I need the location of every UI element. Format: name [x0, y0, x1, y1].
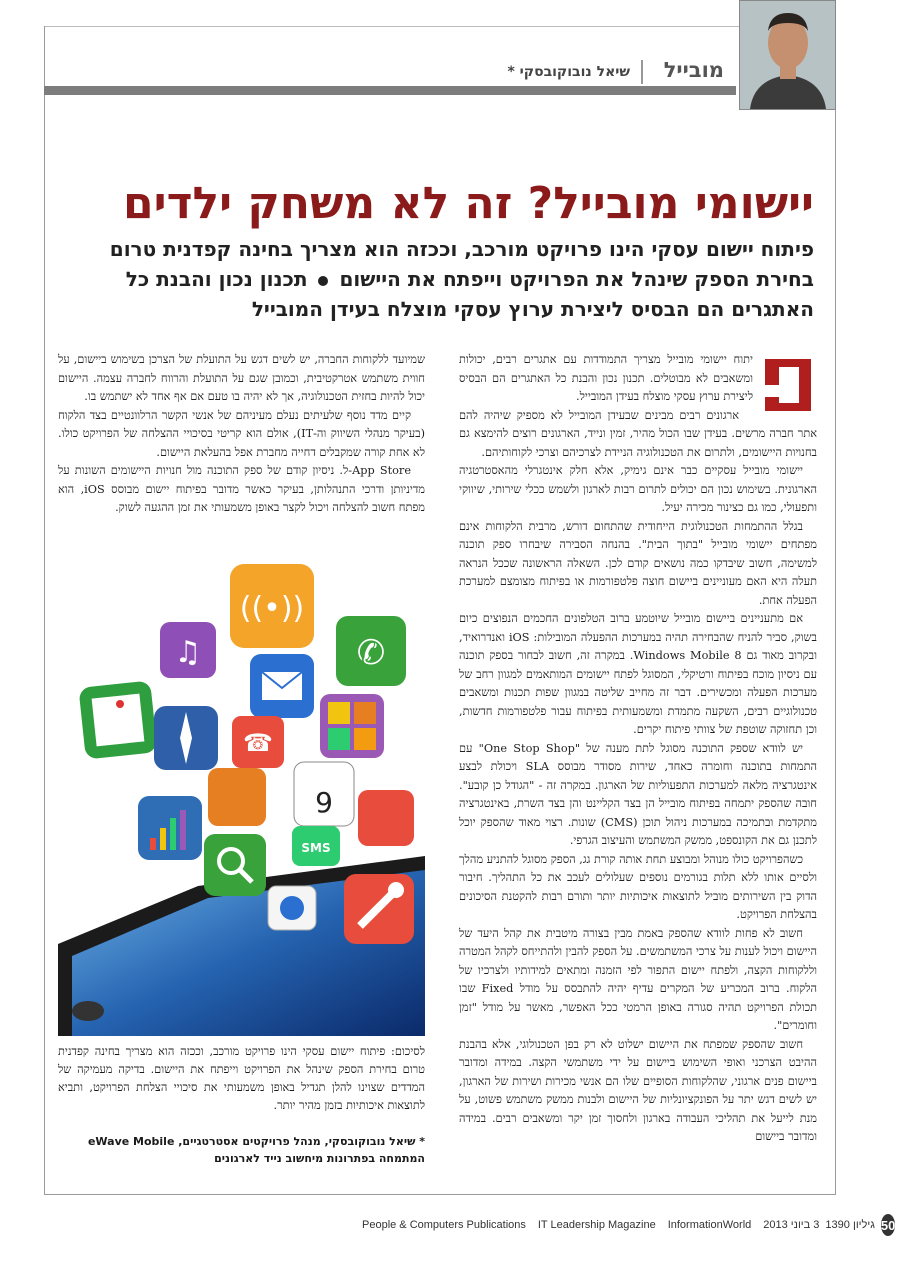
page-number: 50	[881, 1214, 895, 1236]
footer-magazine: IT Leadership Magazine	[537, 1219, 656, 1231]
paragraph: שמיועד ללקוחות החברה, יש לשים דגש על התועלת של הצרכן בשימוש ביישום, על חווית משתמש אטרקטיבית, וכמובן שגם על התועלת והרווח לחברה עצמה. היישום יכול להיות בחזית הטכנולוגיה, אך לא יהיה בו טעם אם אף אחד לא ישתמש בו.	[58, 353, 425, 403]
bullet-icon	[318, 276, 328, 286]
footer-date: 3 ביוני 2013	[763, 1219, 820, 1231]
footer-issue: גיליון 1390	[825, 1219, 875, 1231]
paragraph: יתוח יישומי מובייל מצריך התמודדות עם אתגרים רבים, יכולות ומשאבים לא מבוטלים. תכנון נכון והבנת כל האתגרים הם הבסיס ליצירת ערוץ עסקי מוצלח בעידן המובייל.	[459, 353, 753, 403]
paragraph: ארגונים רבים מבינים שבעידן המובייל לא מספיק שיהיה להם אתר חברה מרשים. בעידן שבו הכול מהיר, זמין ונייד, הארגונים רוצים להימצא גם בחנויות היישומים, ולתרום את הטכנולוגיה הניידת לצרכיהם וצרכי לקוחותיהם.	[459, 408, 817, 459]
article-column-left	[58, 351, 425, 518]
subtitle-part2: תכנון נכון והבנת כל האתגרים הם הבסיס ליצירת ערוץ עסקי מוצלח בעידן המובייל	[125, 267, 814, 321]
svg-text:♫: ♫	[174, 635, 202, 670]
author-photo	[739, 0, 836, 110]
header-separator	[641, 60, 643, 84]
article-column-right	[459, 351, 817, 1147]
paragraph: חשוב לא פחות לוודא שהספק באמת מבין בצורה מיטבית את קהל היעד של היישום ויכול לענות על צרכי המשתמשים. על הספק להבין ולהתייחס לקהל המטרה וללקוחות הקצה, ולפתח יישום התפור לפי הזמנה ומתאים למידותיו ולצרכיו של הלקוח. ברוב המכריע של המקרים עדיף יהיה להתבסס על מודל Fixed שבו תכולת הפרויקט תהיה סגורה באופן הרמטי ככל האפשר, מאשר על מודל "זמן וחומרים".	[459, 926, 817, 1032]
svg-text:✆: ✆	[356, 633, 386, 673]
paragraph: בגלל ההתמחות הטכנולוגית הייחודית שהתחום דורש, מרבית הלקוחות אינם מפתחים יישומי מובייל "בתוך הבית". בהנחה הסבירה שיבחרו ספק תוכנה למשימה, חשוב שיבדקו כמה נושאים קודם לכן. השאלה הראשונה שככל הנראה תעלה היא האם מעוניינים ביישום חוצה פלטפורמות או בפיתוח מצומצם למערכת הפעלה אחת.	[459, 519, 817, 607]
sms-label: SMS	[301, 841, 331, 855]
author-bio: * שיאל נובוקובסקי, מנהל פרויקטים אסטרטגיים, eWave Mobile המתמחה בפתרונות מיחשוב נייד לארגונים	[87, 1135, 425, 1165]
mobile-apps-illustration	[58, 556, 425, 1036]
paragraph: חשוב שהספק שמפתח את היישום ישלוט לא רק בפן הטכנולוגי, אלא בהבנת ההיבט הצרכני ואופי השימוש ביישום על ידי משתמשי הקצה. במידה ומדובר ביישום פנים ארגוני, שהלקוחות הסופיים שלו הם אנשי מכירות ושירות של הארגון, יש לשים דגש יתר על הפונקציונליות של היישום ולבנות ממשק משתמש פשוט, על מנת לייעל את תהליכי העבודה בארגון ולחסוך זמן יקר ומשאבים רבים. במידה ומדובר ביישום	[459, 1037, 817, 1143]
paragraph	[58, 462, 425, 518]
footer-publisher: People & Computers Publications	[362, 1219, 526, 1231]
page-footer	[362, 1214, 896, 1236]
paragraph: קיים מדד נוסף שלעיתים נעלם מעיניהם של אנשי הקשר הרלוונטיים בצד הלקוח (בעיקר מנהלי השיווק וה-IT), אולם הוא קריטי בסיכויי ההצלחה של הפרויקט כולו. לא אחת קורה שמקבלים דחייה מחברת אפל בהעלאת היישום.	[58, 408, 425, 459]
paragraph: כשהפרויקט כולו מנוהל ומבוצע תחת אותה קורת גג, הספק מסוגל להתניע מהלך ולסיים אותו ללא תלות בגורמים נוספים שעלולים לעכב את כל התהליך. חיבור הדוק בין השירותים מוביל לתוצאות איכותיות יותר ותורם רבות להקטנת הסיכונים בהצלחת הפרויקט.	[459, 852, 817, 921]
svg-text:((•)): ((•))	[239, 591, 305, 626]
paragraph-text: ניסיון קודם של ספק התוכנה מול חנויות היישומים השונות על מדיניותן ודרכי התנהלותן, בעיקר כאשר מדובר בפיתוח יישום מבוסס iOS, הוא מפתח חשוב להצלחה ויכול לקצר באופן משמעותי את זמן ההגעה לשוק.	[58, 464, 425, 514]
summary-paragraph: לסיכום: פיתוח יישום עסקי הינו פרויקט מורכב, וככזה הוא מצריך בחינה קפדנית טרום בחירת הספק שינהל את הפרויקט וייפתח את היישום. בדיקה מעמיקה של המדדים שצוינו להלן תגדיל באופן משמעותי את סיכויי הצלחת הפרויקט, ותביא לתוצאות איכותיות בזמן מהיר יותר.	[58, 1045, 425, 1112]
svg-text:☎: ☎	[243, 729, 273, 757]
dropcap-letter	[759, 355, 817, 415]
article-title: יישומי מובייל? זה לא משחק ילדים	[123, 178, 814, 229]
paragraph: אם מתעניינים ביישום מובייל שיוטמע ברוב הטלפונים החכמים הנפוצים כיום בשוק, סביר להניח שהבחירה תהיה במערכות ההפעלה המובילות: iOS ואנדרואיד, ובקרוב מאוד גם Windows Mobile 8. במקרה זה, חשוב לבחור בספק תוכנה עם ניסיון מוכח בפיתוח ורטיקלי, המסוגל לפתח יישומים המותאמים למגוון רחב של מערכות הפעלה ומכשירים. דבר זה מחייב שליטה במגוון שפות תכנות ומשאבים טכנולוגיים רבים, השקעה מתמדת ומשמעותית בפיתוח עבור פלטפורמות חדשות, וכן תחזוקה שוטפת של צוותי פיתוח יקרים.	[459, 612, 817, 736]
paragraph: יש לוודא שספק התוכנה מסוגל לתת מענה של "One Stop Shop" עם התמחות בתוכנה וחומרה כאחד, שירות מסודר מבוסס SLA ויכולת לבצע אינטגרציה מלאה למערכות התפעוליות של הארגון. במקרה זה - "הגודל כן קובע". חובה שהספק יתמחה בפיתוח מובייל הן בצד הקליינט והן בצד השרת, באינטגרציה מתקדמת ובתמיכה במערכות ניהול תוכן (CMS) שונות. רצוי מאוד שהספק יוכל לתכנן גם את הקונספט, ממשק המשתמש והעיצוב הגרפי.	[459, 741, 817, 847]
appstore-text: App Store-ל.	[339, 464, 412, 477]
header-author: שיאל נובוקובסקי *	[507, 64, 630, 80]
header-bar	[44, 86, 736, 95]
paragraph: יישומי מובייל עסקיים כבר אינם גימיק, אלא חלק אינטגרלי מהאסטרטגיה הארגונית. בשימוש נכון הם יכולים לתרום רבות לארגון ולשמש ככלי שירותי, שיווקי ותפעולי, כמו גם כצינור מכירה יעיל.	[459, 464, 817, 514]
article-subtitle	[68, 234, 814, 324]
footer-infoworld: InformationWorld	[667, 1219, 752, 1231]
section-label: מובייל	[663, 58, 724, 82]
calendar-number: 9	[315, 786, 333, 819]
subtitle-part1: פיתוח יישום עסקי הינו פרויקט מורכב, וככזה הוא מצריך בחינה קפדנית טרום בחירת הספק שינהל את הפרויקט וייפתח את היישום	[109, 237, 814, 291]
